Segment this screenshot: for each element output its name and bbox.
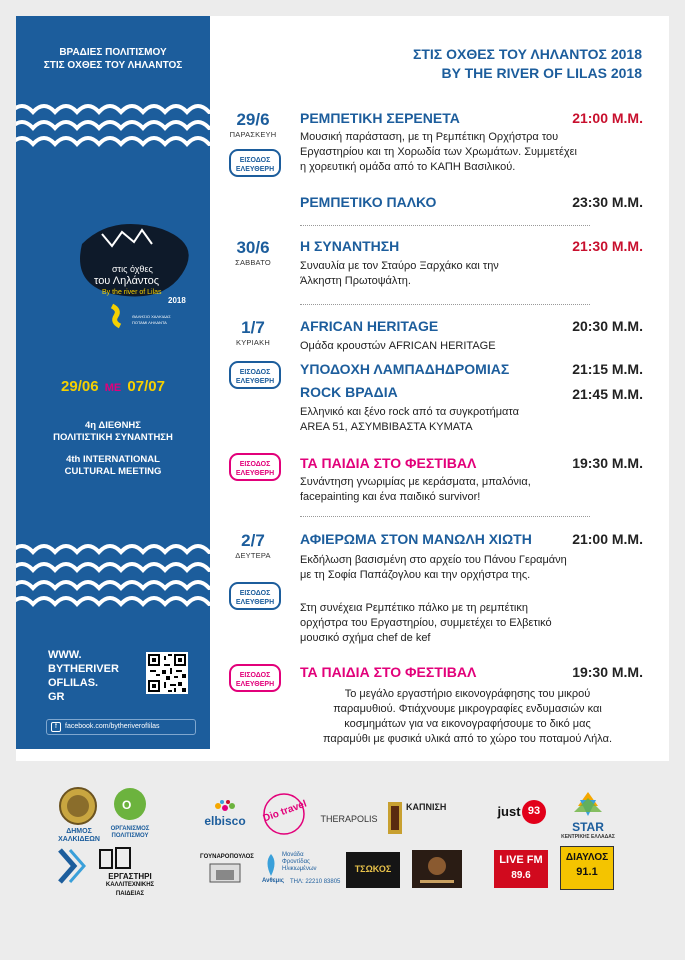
event-time: 19:30 Μ.Μ.: [572, 455, 643, 471]
day-date: [220, 238, 286, 268]
desc-line: Ελληνικό και ξένο rock από τα συγκροτήματα: [300, 406, 519, 418]
meeting-line: 4η ΔΙΕΘΝΗΣ: [85, 420, 141, 431]
event-time: 21:00 Μ.Μ.: [572, 531, 643, 547]
web-line: OFLILAS.: [48, 677, 99, 689]
kapnisi-logo-icon: [384, 800, 406, 836]
sponsor-star-sub: ΚΕΝΤΡΙΚΗΣ ΕΛΛΑΔΑΣ: [561, 834, 615, 840]
event-time: 21:30 Μ.Μ.: [572, 238, 643, 254]
web-line: GR: [48, 691, 65, 703]
desc-line: Ομάδα κρουστών AFRICAN HERITAGE: [300, 340, 496, 352]
desc-line: μουσικό σχήμα chef de kef: [300, 632, 431, 644]
day-date: [220, 531, 286, 561]
desc-line: Εργαστηρίου και τη Χορωδία των Χρωμάτων. Συμμετέχει: [300, 146, 577, 158]
workshop-logo-icon: [98, 846, 134, 870]
waves-top-icon: [16, 98, 210, 158]
logo-sub: ΘΑΛΗΣΙΟ ΧΑΛΚΙΔΑΣ: [132, 314, 171, 319]
event-title: Η ΣΥΝΑΝΤΗΣΗ: [300, 238, 400, 254]
svg-text:O: O: [122, 798, 132, 812]
waves-bottom-icon: [16, 538, 210, 608]
event-description: [300, 259, 645, 289]
desc-line: Στη συνέχεια Ρεμπέτικο πάλκο με τη ρεμπέτικη: [300, 602, 528, 614]
meeting-line: 4th INTERNATIONAL: [66, 454, 160, 465]
event-time: 21:00 Μ.Μ.: [572, 110, 643, 126]
date-weekday: ΠΑΡΑΣΚΕΥΗ: [229, 130, 277, 139]
event-description: [300, 339, 645, 354]
logo-sub: ΠΟΤΑΜΙ ΛΗΛΑΝΤΑ: [132, 320, 167, 325]
sponsor-ergastiri: ΕΡΓΑΣΤΗΡΙ ΚΑΛΛΙΤΕΧΝΙΚΗΣ ΠΑΙΔΕΙΑΣ: [105, 872, 155, 897]
tagline-line: ΒΡΑΔΙΕΣ ΠΟΛΙΤΙΣΜΟΥ: [59, 47, 167, 58]
event-title: ΑΦΙΕΡΩΜΑ ΣΤΟΝ ΜΑΝΩΛΗ ΧΙΩΤΗ: [300, 531, 532, 547]
desc-line: παραμυθιού. Φτιάχνουμε μικρογραφίες ενδυμασιών και: [333, 703, 602, 715]
desc-line: Άλκηστη Πρωτοψάλτη.: [300, 275, 411, 287]
free-entry-badge: [229, 582, 281, 610]
sponsor-live-fm-freq: 89.6: [511, 870, 531, 881]
qr-code-icon[interactable]: [146, 652, 188, 694]
date-from: 29/06: [61, 378, 99, 395]
sponsor-gounaropoulos: ΓΟΥΝΑΡΟΠΟΥΛΟΣ: [200, 854, 254, 860]
badge-line: ΕΙΣΟΔΟΣ: [239, 461, 271, 468]
sponsor-live-fm: LIVE FM: [499, 854, 543, 866]
badge-line: ΕΛΕΥΘΕΡΗ: [235, 599, 275, 606]
free-entry-badge: [229, 664, 281, 692]
badge-line: ΕΛΕΥΘΕΡΗ: [235, 378, 275, 385]
restaurant-logo-icon: [412, 850, 462, 888]
day-date: [220, 110, 286, 140]
sidebar: [16, 16, 210, 749]
event-time: 21:15 Μ.Μ.: [572, 361, 643, 377]
sponsor-elbisco: elbisco: [204, 814, 246, 828]
event-title: ΤΑ ΠΑΙΔΙΑ ΣΤΟ ΦΕΣΤΙΒΑΛ: [300, 664, 477, 680]
event-description: [300, 475, 645, 505]
event-time: 23:30 Μ.Μ.: [572, 194, 643, 210]
meeting-line: ΠΟΛΙΤΙΣΤΙΚΗ ΣΥΝΑΝΤΗΣΗ: [53, 432, 173, 443]
star-channel-logo-icon: [568, 790, 608, 818]
municipality-seal-icon: [58, 786, 98, 826]
desc-line: facepainting και ένα παιδικό survivor!: [300, 491, 481, 503]
free-entry-badge: [229, 149, 281, 177]
sponsor-dimos: ΔΗΜΟΣ ΧΑΛΚΙΔΕΩΝ: [58, 828, 100, 843]
event-title: ROCK ΒΡΑΔΙΑ: [300, 384, 398, 400]
event-title: ΥΠΟΔΟΧΗ ΛΑΜΠΑΔΗΔΡΟΜΙΑΣ: [300, 361, 510, 377]
badge-line: ΕΙΣΟΔΟΣ: [239, 590, 271, 597]
meeting-text: [16, 420, 210, 478]
festival-logo: [72, 214, 202, 332]
sponsor-tsokos: ΤΣΩΚΟΣ: [354, 864, 392, 874]
desc-line: ορχήστρα του Εργαστηρίου, συμμετέχει το Ελβετικό: [300, 617, 552, 629]
desc-line: AREA 51, ΑΣΥΜΒΙΒΑΣΤΑ ΚΥΜΑΤΑ: [300, 421, 473, 433]
page-title: [413, 45, 642, 83]
sponsor-just-radio: just: [497, 804, 521, 819]
logo-line2: του Ληλάντος: [94, 275, 160, 287]
sponsor-diavlos: ΔΙΑΥΛΟΣ: [565, 852, 609, 863]
desc-line: με τη Σοφία Παπάζογλου και την ορχήστρα της.: [300, 569, 531, 581]
logo-line1: στις όχθες: [112, 264, 153, 274]
title-line2: BY THE RIVER OF LILAS 2018: [441, 65, 642, 81]
desc-line: η χορευτική ομάδα από το ΚΑΠΗ Βασιλικού.: [300, 161, 516, 173]
badge-line: ΕΙΣΟΔΟΣ: [239, 369, 271, 376]
desc-line: Συνάντηση γνωριμίας με κεράσματα, μπαλόνια,: [300, 476, 531, 488]
sponsor-organismos: ΟΡΓΑΝΙΣΜΟΣ ΠΟΛΙΤΙΣΜΟΥ: [110, 826, 150, 839]
desc-line: κοσμημάτων για να εικονογραφήσουμε το δικό μας: [344, 718, 591, 730]
sponsor-diavlos-freq: 91.1: [576, 866, 598, 878]
sidebar-tagline: [16, 46, 210, 72]
event-description: [300, 601, 645, 646]
title-line1: ΣΤΙΣ ΟΧΘΕΣ ΤΟΥ ΛΗΛΑΝΤΟΣ 2018: [412, 46, 642, 62]
sponsor-kapnisi: ΚΑΠΝΙΣΗ: [406, 802, 447, 812]
badge-line: ΕΙΣΟΔΟΣ: [239, 157, 271, 164]
meeting-line: CULTURAL MEETING: [64, 466, 162, 477]
event-title: ΡΕΜΠΕΤΙΚΗ ΣΕΡΕΝΕΤΑ: [300, 110, 460, 126]
event-time: 19:30 Μ.Μ.: [572, 664, 643, 680]
divider: [300, 304, 590, 305]
sponsor-star: STAR: [572, 820, 604, 834]
event-title: ΤΑ ΠΑΙΔΙΑ ΣΤΟ ΦΕΣΤΙΒΑΛ: [300, 455, 477, 471]
sponsor-anthemis-name: Ανθεμις: [262, 878, 284, 884]
desc-line: Εκδήλωση βασισμένη στο αρχείο του Πάνου Γεραμάνη: [300, 554, 567, 566]
date-number: 1/7: [241, 318, 265, 337]
free-entry-badge: [229, 453, 281, 481]
event-time: 20:30 Μ.Μ.: [572, 318, 643, 334]
event-description: [300, 130, 645, 175]
logo-year: 2018: [168, 296, 186, 305]
divider: [300, 516, 590, 517]
desc-line: παραμύθι με φυσικά υλικά από το χώρο του ποταμού Λήλα.: [322, 733, 613, 745]
date-sep: ΜΕ: [104, 382, 122, 394]
desc-line: Μουσική παράσταση, με τη Ρεμπέτικη Ορχήστρα του: [300, 131, 559, 143]
date-number: 2/7: [241, 531, 265, 550]
facebook-url: facebook.com/bytheriverofIilas: [65, 723, 160, 730]
badge-line: ΕΛΕΥΘΕΡΗ: [235, 470, 275, 477]
date-to: 07/07: [127, 378, 165, 395]
website-link[interactable]: [48, 648, 128, 704]
badge-line: ΕΛΕΥΘΕΡΗ: [235, 166, 275, 173]
event-description: [300, 405, 645, 435]
sponsor-just-radio-freq: 93: [527, 805, 541, 817]
culture-organization-logo-icon: [112, 786, 148, 822]
sponsor-anthemis: Μονάδα Φροντίδας Ηλικιωμένων: [282, 852, 317, 872]
gounaropoulos-logo-icon: [208, 862, 242, 884]
date-number: 29/6: [236, 110, 270, 129]
sponsor-anthemis-phone: ΤΗΛ: 22210 83805: [290, 879, 341, 885]
day-date: [220, 318, 286, 348]
sponsor-dio-travel: Dio travel: [261, 798, 309, 825]
date-weekday: ΚΥΡΙΑΚΗ: [236, 338, 270, 347]
desc-line: Συναυλία με τον Σταύρο Ξαρχάκο και την: [300, 260, 499, 272]
date-weekday: ΣΑΒΒΑΤΟ: [235, 258, 271, 267]
event-time: 21:45 Μ.Μ.: [572, 386, 643, 402]
anthemis-logo-icon: [262, 852, 280, 878]
event-description: [300, 553, 645, 583]
web-line: BYTHERIVER: [48, 663, 119, 675]
date-number: 30/6: [236, 238, 270, 257]
event-title: ΡΕΜΠΕΤΙΚΟ ΠΑΛΚΟ: [300, 194, 437, 210]
event-title: AFRICAN HERITAGE: [300, 318, 439, 334]
logo-line3: By the river of Lilas: [102, 289, 162, 296]
event-description: [290, 687, 645, 747]
web-line: WWW.: [48, 649, 82, 661]
facebook-link[interactable]: [46, 719, 196, 735]
tagline-line: ΣΤΙΣ ΟΧΘΕΣ ΤΟΥ ΛΗΛΑΝΤΟΣ: [43, 60, 183, 71]
date-weekday: ΔΕΥΤΕΡΑ: [235, 551, 271, 560]
desc-line: Το μεγάλο εργαστήριο εικονογράφησης του μικρού: [344, 688, 591, 700]
sponsors-strip: [0, 770, 685, 960]
region-logo-icon: [56, 846, 86, 886]
badge-line: ΕΛΕΥΘΕΡΗ: [235, 681, 275, 688]
festival-dates: [16, 378, 210, 395]
divider: [300, 225, 590, 226]
free-entry-badge: [229, 361, 281, 389]
facebook-icon: f: [51, 722, 61, 732]
badge-line: ΕΙΣΟΔΟΣ: [239, 672, 271, 679]
sponsor-therapolis: THERAPOLIS: [320, 814, 378, 824]
